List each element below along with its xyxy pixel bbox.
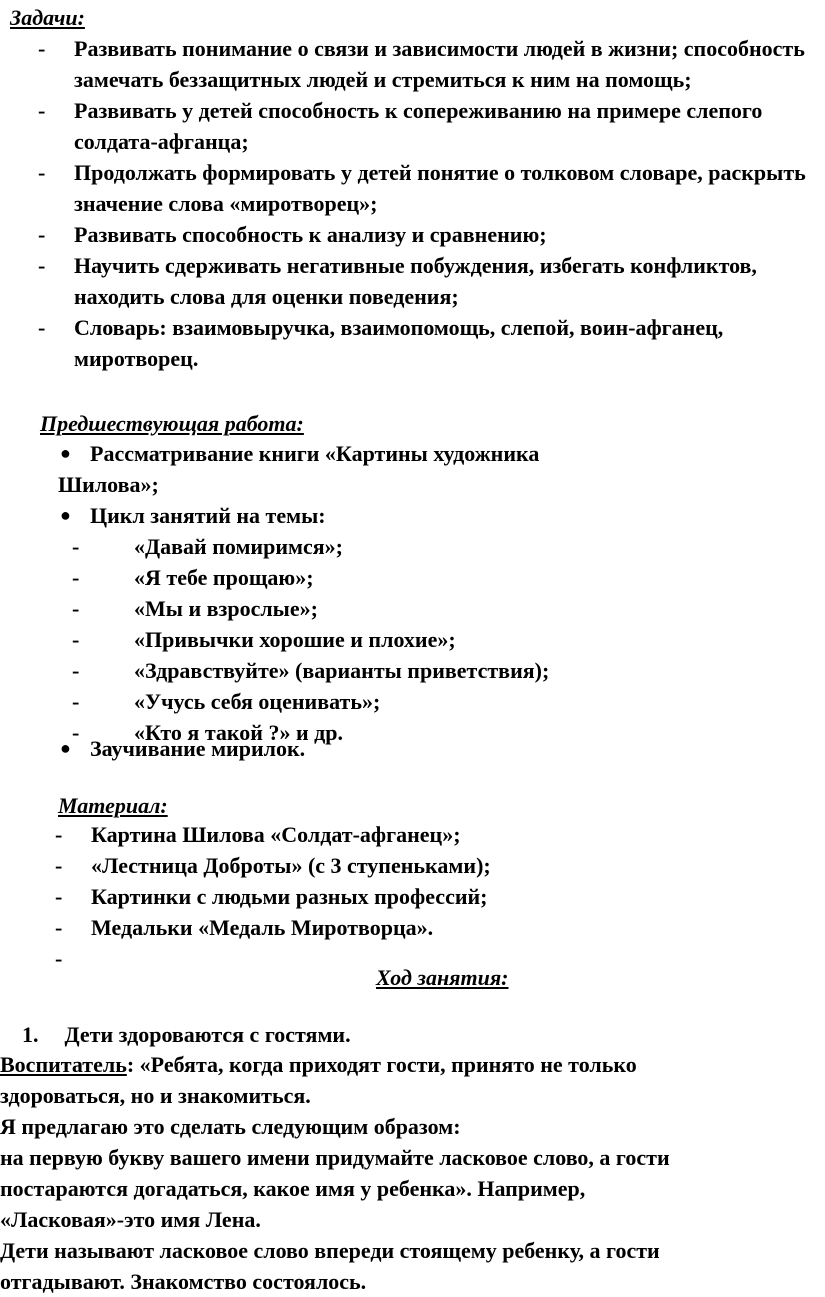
- prior-work-continuation: Шилова»;: [58, 472, 159, 497]
- list-item: - Продолжать формировать у детей понятие о толковом словаре, раскрыть значение слова «миротворец»;: [38, 160, 806, 216]
- list-item: - «Кто я такой ?» и др.: [72, 720, 343, 745]
- step-number: 1.: [22, 1022, 39, 1047]
- speech-line: Воспитатель: «Ребята, когда приходят гости, принято не только: [0, 1052, 637, 1077]
- list-item: - Медальки «Медаль Миротворца».: [55, 915, 434, 940]
- list-item: - «Учусь себя оценивать»;: [72, 689, 381, 714]
- lesson-step-1: [22, 1019, 351, 1050]
- list-item: - Научить сдерживать негативные побуждения, избегать конфликтов, находить слова для оценки поведения;: [38, 253, 757, 309]
- list-item: - «Здравствуйте» (варианты приветствия);: [72, 658, 550, 683]
- list-item: - Картина Шилова «Солдат-афганец»;: [55, 822, 461, 847]
- topics-list: [72, 531, 549, 748]
- prior-work-list-3: [58, 733, 758, 764]
- speaker-label: Воспитатель: [0, 1052, 127, 1077]
- material-heading: Материал:: [58, 793, 168, 818]
- text-line: отгадывают. Знакомство состоялось.: [0, 1269, 367, 1294]
- list-item: - «Лестница Доброты» (с 3 ступеньками);: [55, 853, 491, 878]
- tasks-heading: Задачи:: [10, 5, 85, 30]
- list-item: ● Заучивание мирилок.: [60, 736, 306, 761]
- list-item: - Словарь: взаимовыручка, взаимопомощь, слепой, воин-афганец, миротворец.: [38, 315, 724, 371]
- list-item: - Развивать у детей способность к сопереживанию на примере слепого солдата-афганца;: [38, 98, 763, 154]
- step-text: Дети здороваются с гостями.: [64, 1022, 351, 1047]
- text-line: Дети называют ласковое слово впереди стоящему ребенку, а гости: [0, 1238, 660, 1263]
- list-item: - «Давай помиримся»;: [72, 534, 343, 559]
- text-line: постараются догадаться, какое имя у ребенка». Например,: [0, 1176, 586, 1201]
- text-line: «Ласковая»-это имя Лена.: [0, 1207, 261, 1232]
- list-item: - «Мы и взрослые»;: [72, 596, 318, 621]
- lesson-heading: Ход занятия:: [376, 965, 509, 990]
- text-line: на первую букву вашего имени придумайте ласковое слово, а гости: [0, 1145, 670, 1170]
- list-item: ● Цикл занятий на темы:: [60, 503, 326, 528]
- lesson-text: [0, 1049, 820, 1297]
- prior-work-heading: Предшествующая работа:: [40, 411, 304, 436]
- list-item: - «Привычки хорошие и плохие»;: [72, 627, 456, 652]
- list-item: - «Я тебе прощаю»;: [72, 565, 314, 590]
- text-line: здороваться, но и знакомиться.: [0, 1083, 311, 1108]
- list-item: - Картинки с людьми разных профессий;: [55, 884, 488, 909]
- list-item: ● Рассматривание книги «Картины художника: [60, 441, 540, 466]
- prior-work-list-2: [58, 500, 758, 531]
- text-line: Я предлагаю это сделать следующим образом:: [0, 1114, 461, 1139]
- prior-work-list: [58, 438, 758, 469]
- material-list: - Картина Шилова «Солдат-афганец»; - «Лестница Доброты» (с 3 ступеньками); - Картинки с людьми разных профессий; - Медальки «Медаль Миротворца». -: [55, 819, 825, 943]
- tasks-list: [38, 33, 820, 374]
- list-item: - Развивать способность к анализу и сравнению;: [38, 222, 547, 247]
- list-item: - Развивать понимание о связи и зависимости людей в жизни; способность замечать беззащитных людей и стремиться к ним на помощь;: [38, 36, 805, 92]
